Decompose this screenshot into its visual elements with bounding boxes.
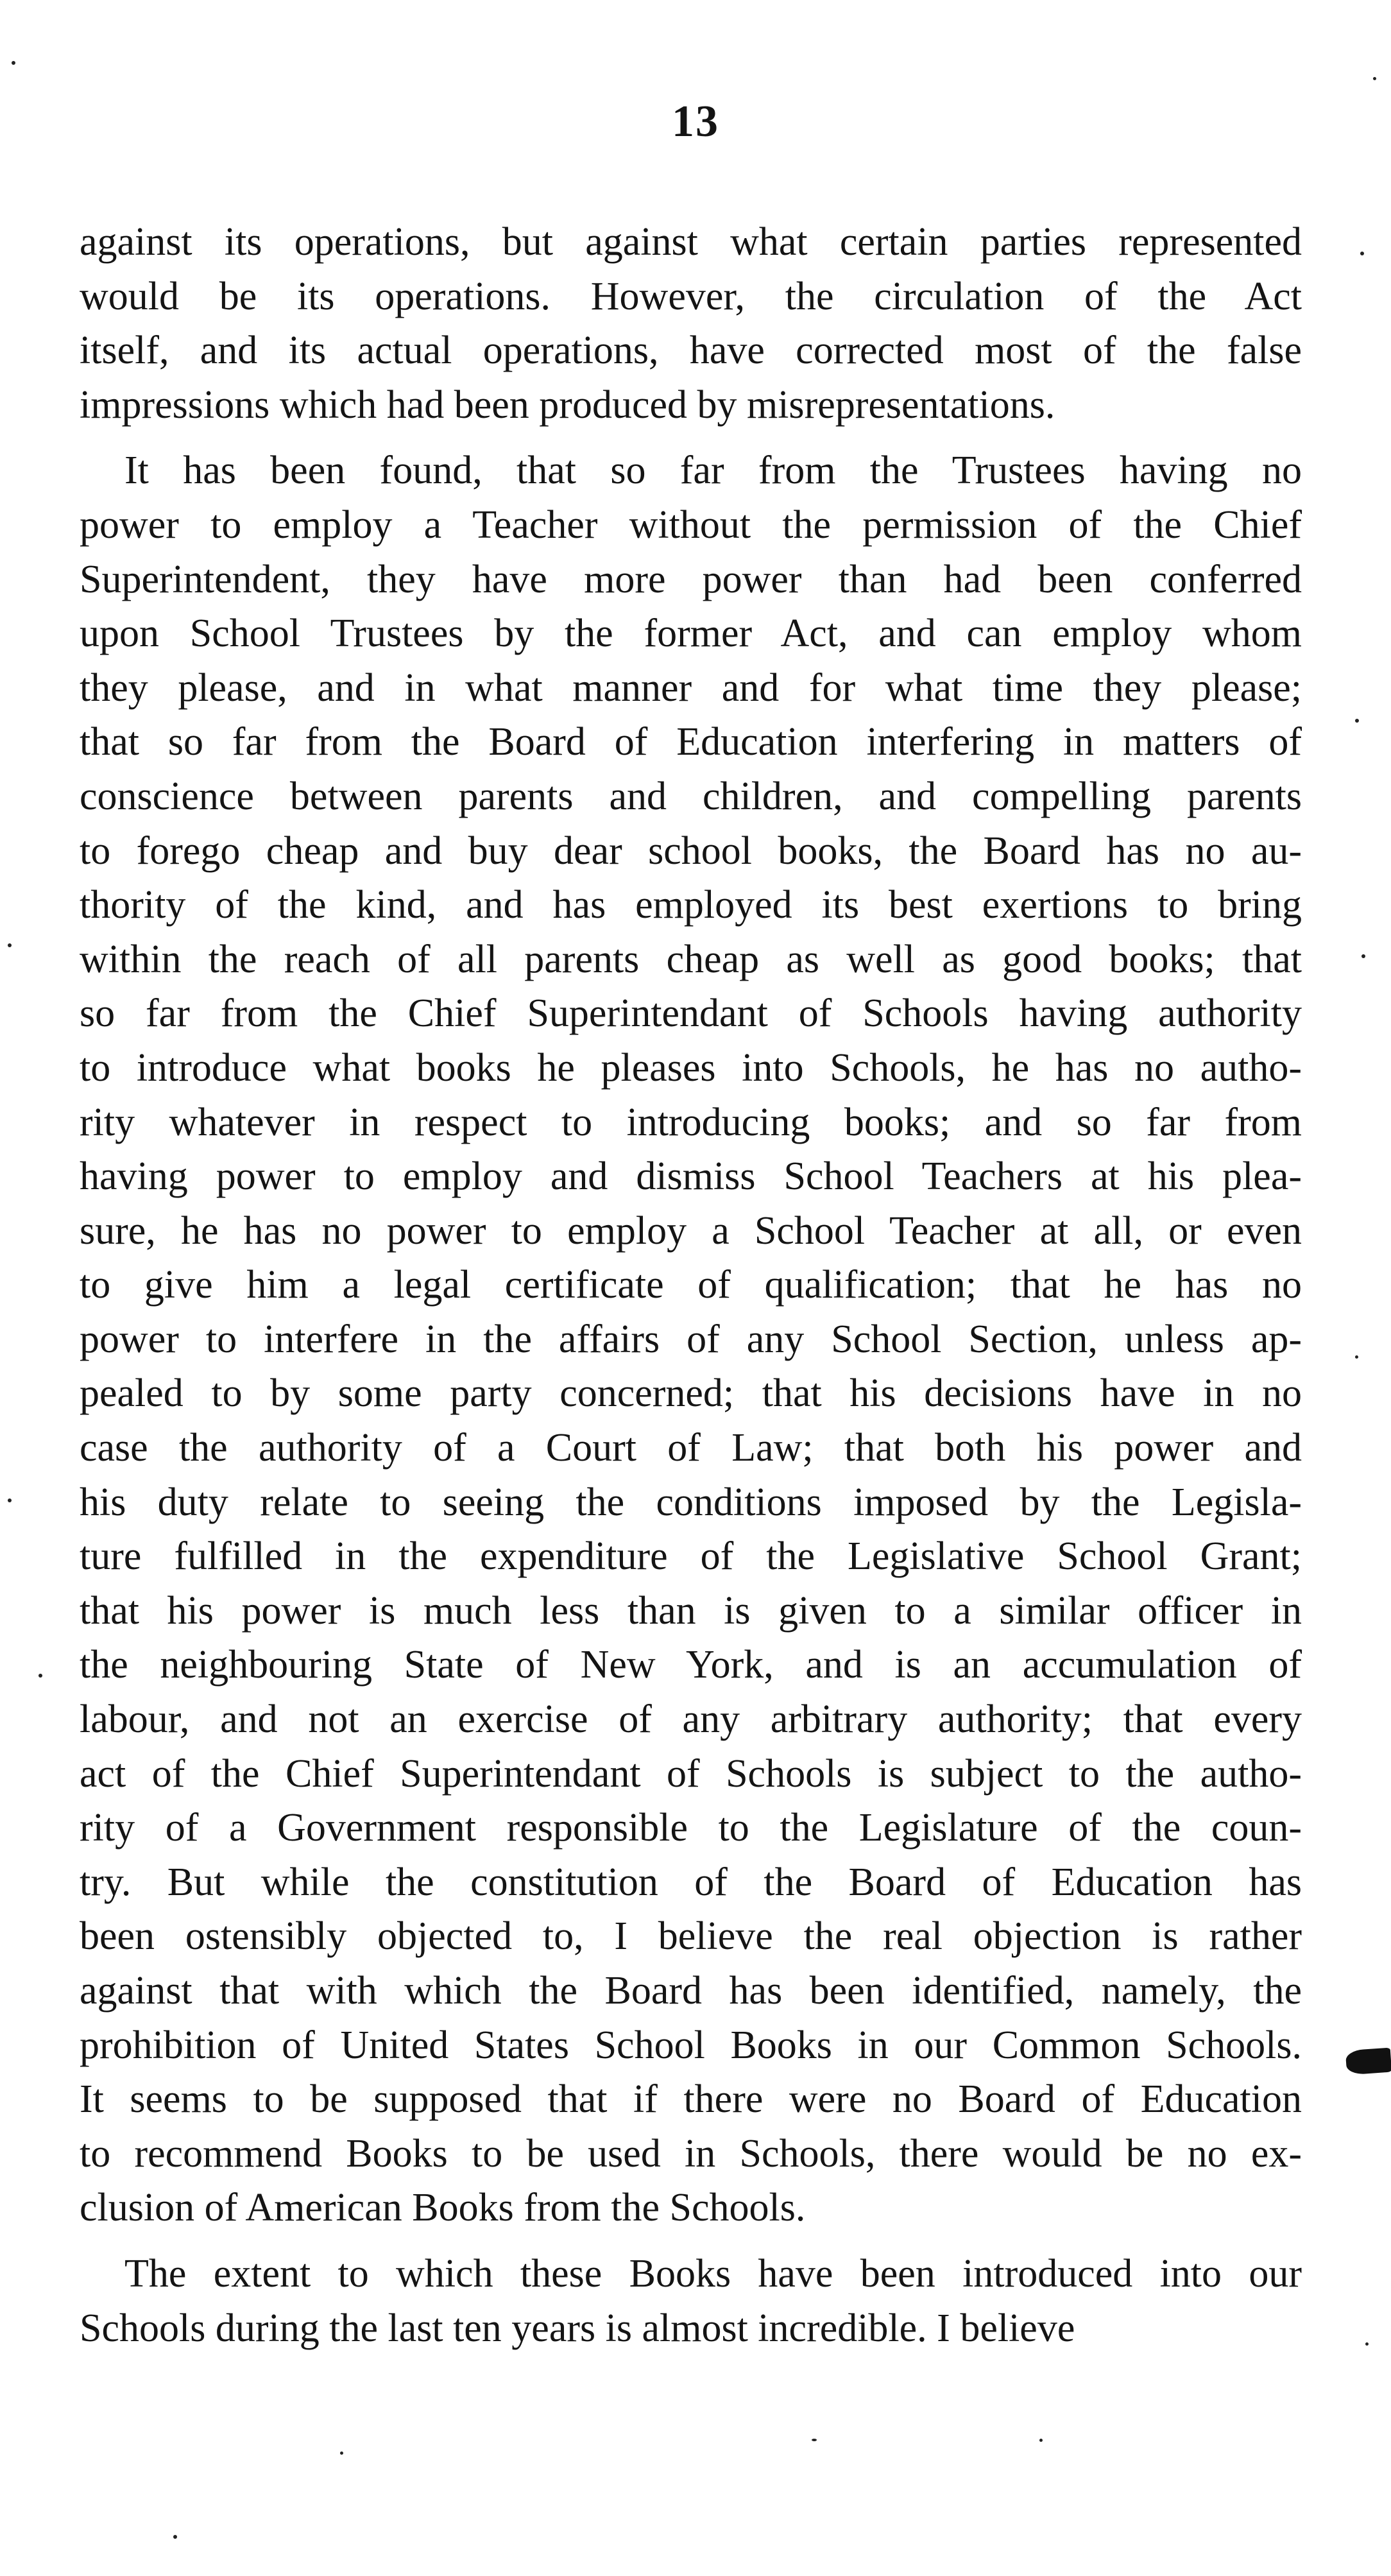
text-line: sure, he has no power to employ a School Teacher at all, or even bbox=[80, 1208, 1302, 1253]
text-line: Schools during the last ten years is almost incredible. I believe bbox=[80, 2306, 1075, 2350]
text-line: Superintendent, they have more power than had been conferred bbox=[80, 557, 1302, 601]
text-line: labour, and not an exercise of any arbitrary authority; that every bbox=[80, 1697, 1302, 1742]
scan-speck bbox=[12, 61, 15, 65]
text-line: The extent to which these Books have been introduced into our bbox=[124, 2251, 1302, 2296]
text-line: thority of the kind, and has employed its best exertions to bring bbox=[80, 883, 1302, 927]
text-line: against that with which the Board has been identified, namely, the bbox=[80, 1969, 1302, 2013]
scan-speck bbox=[1355, 1355, 1358, 1359]
scan-speck bbox=[8, 943, 12, 947]
scan-speck bbox=[8, 1498, 12, 1502]
paragraph-gap bbox=[80, 432, 1302, 443]
text-line: upon School Trustees by the former Act, and can employ whom bbox=[80, 612, 1302, 656]
text-line: It seems to be supposed that if there were no Board of Education bbox=[80, 2077, 1302, 2122]
text-line: pealed to by some party concerned; that his decisions have in no bbox=[80, 1371, 1302, 1416]
scan-speck bbox=[1365, 2342, 1369, 2346]
text-line: power to employ a Teacher without the permission of the Chief bbox=[80, 502, 1302, 547]
scan-speck bbox=[340, 2451, 343, 2455]
text-line: against its operations, but against what certain parties represented bbox=[80, 220, 1302, 264]
text-line: conscience between parents and children, and compelling parents bbox=[80, 774, 1302, 818]
text-line: impressions which had been produced by misrepresentations. bbox=[80, 382, 1055, 427]
text-line: ture fulfilled in the expenditure of the Legislative School Grant; bbox=[80, 1534, 1302, 1579]
paragraph-gap bbox=[80, 2235, 1302, 2247]
text-line: that so far from the Board of Education interfering in matters of bbox=[80, 720, 1302, 764]
scan-speck bbox=[1360, 252, 1364, 255]
text-line: itself, and its actual operations, have corrected most of the false bbox=[80, 329, 1302, 373]
text-line: prohibition of United States School Books in our Common Schools. bbox=[80, 2023, 1302, 2067]
text-line: would be its operations. However, the circulation of the Act bbox=[80, 274, 1302, 318]
text-line: so far from the Chief Superintendant of Schools having authority bbox=[80, 992, 1302, 1036]
scan-speck bbox=[38, 1674, 42, 1678]
text-line: that his power is much less than is given to a similar officer in bbox=[80, 1588, 1302, 1633]
text-line: power to interfere in the affairs of any School Section, unless ap- bbox=[80, 1317, 1302, 1361]
scan-speck bbox=[1039, 2439, 1043, 2442]
ink-blot-mark bbox=[1345, 2048, 1391, 2075]
page-number: 13 bbox=[672, 97, 719, 146]
text-line: It has been found, that so far from the Trustees having no bbox=[124, 449, 1302, 493]
text-line: the neighbouring State of New York, and is an accumulation of bbox=[80, 1643, 1302, 1687]
text-line: case the authority of a Court of Law; that both his power and bbox=[80, 1426, 1302, 1470]
text-line: to introduce what books he pleases into Schools, he has no autho- bbox=[80, 1045, 1302, 1090]
text-line: to forego cheap and buy dear school books, the Board has no au- bbox=[80, 829, 1302, 873]
text-line: within the reach of all parents cheap as well as good books; that bbox=[80, 937, 1302, 981]
body-text bbox=[80, 215, 1302, 2355]
text-line: rity of a Government responsible to the Legislature of the coun- bbox=[80, 1806, 1302, 1850]
scan-speck bbox=[173, 2535, 177, 2539]
scan-speck bbox=[1355, 719, 1359, 723]
text-line: to recommend Books to be used in Schools, there would be no ex- bbox=[80, 2131, 1302, 2176]
text-line: having power to employ and dismiss School Teachers at his plea- bbox=[80, 1155, 1302, 1199]
text-line: to give him a legal certificate of qualification; that he has no bbox=[80, 1263, 1302, 1307]
text-line: his duty relate to seeing the conditions imposed by the Legisla- bbox=[80, 1480, 1302, 1524]
text-line: clusion of American Books from the Schools. bbox=[80, 2186, 806, 2230]
scan-speck bbox=[1373, 77, 1376, 80]
scan-speck bbox=[1361, 954, 1365, 958]
text-line: been ostensibly objected to, I believe the real objection is rather bbox=[80, 1914, 1302, 1959]
text-line: act of the Chief Superintendant of Schools is subject to the autho- bbox=[80, 1751, 1302, 1796]
text-line: try. But while the constitution of the Board of Education has bbox=[80, 1860, 1302, 1904]
text-line: they please, and in what manner and for what time they please; bbox=[80, 665, 1302, 710]
scan-speck bbox=[812, 2439, 817, 2441]
text-line: rity whatever in respect to introducing books; and so far from bbox=[80, 1100, 1302, 1144]
